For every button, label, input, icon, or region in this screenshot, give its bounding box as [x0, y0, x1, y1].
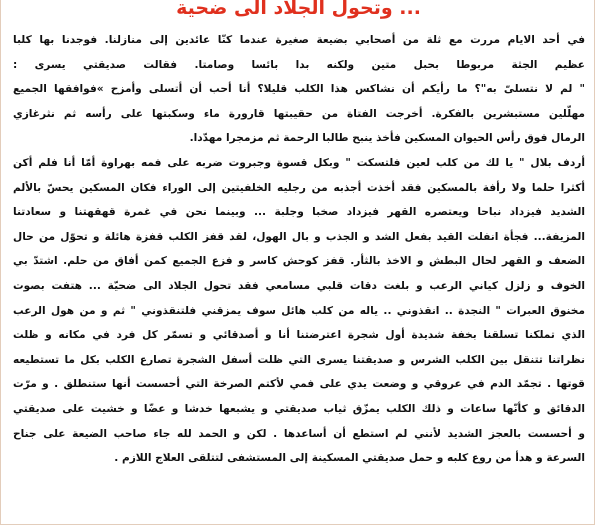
story-line: الرمال فوق رأس الحيوان المسكين فأخذ ينبح طالبا الرحمة ثم مزمجرا مهدّدا. [189, 132, 585, 145]
story-line: السرعة و هدأ من روع كلبه و حمل صديقتي المسكينة إلى المستشفى لتتلقى العلاج اللازم . [114, 452, 585, 465]
story-line: مهلّلين مستبشرين بالفكرة. أخرجت الفتاة من حقيبتها قارورة ماء وسكبتها على رأسه ثم نثرغازي [13, 107, 585, 120]
story-line: الذي تملكنا تسلقنا بخفة شديدة أول شجرة اعترضتنا أنا و أصدقائي و تسمّر كل فرد في مكانه و ظلت [13, 329, 585, 342]
story-line: في أحد الايام مررت مع ثلة من أصحابي بضيعة صغيرة عندما كنّا عائدين إلى منازلنا. فوجدنا بها كلبا [13, 34, 585, 46]
story-line: الضعف و القهر لحال البطش و الاخذ بالثأر. قفز كوحش كاسر و فزع الجميع كمن أفاق من حلم. اشتدّ بي [13, 255, 585, 268]
story-line: نظراتنا تتنقل بين الكلب الشرس و صديقتنا يسرى التي ظلت أسفل الشجرة تصارع الكلب بكل ما تستطيعه [13, 353, 585, 366]
story-line: قوتها . تجمّد الدم في عروقي و وضعت يدي على فمي لأكتم الصرخة التي أحسست أنها ستنطلق . و مرّت [13, 378, 585, 391]
story-title: ... وتحول الجلاد الى ضحية [176, 0, 421, 19]
story-line: مخنوق العبرات " النجدة .. انقذوني .. ياله من كلب هائل سوف يمزقني فلتنقذوني " ثم و من هول الرعب [13, 304, 585, 317]
story-line: الخوف و زلزل كياني الرعب و بلغت دقات قلبي مسامعي فقد تحول الجلاد الى ضحيّة ... هتفت بصوت [13, 279, 585, 292]
story-line: " لم لا نتسلىّ به"؟ ما رأيكم أن نشاكس هذا الكلب قليلا؟ أنا أحب أن أتسلى وأمزح »فوافقها الجميع [13, 83, 585, 96]
story-line: أردف بلال " يا لك من كلب لعين فلتسكت " وبكل قسوة وجبروت ضربه على فمه بهراوة أمّا أنا فلم أكن [13, 156, 585, 169]
story-line: و أحسست بالعجز الشديد لأنني لم استطع أن أساعدها . لكن و الحمد لله جاء صاحب الضيعة على جناح [13, 427, 585, 440]
story-line: المزيفة... فجأة انفلت القيد بفعل الشد و الجذب و بال الهول، لقد قفز الكلب قفزة هائلة و تحوّل من حال [13, 230, 585, 243]
story-body [13, 28, 585, 471]
story-line: الشديد فيزداد نباحا ويعتصره القهر فيزداد صخبا وجلبة ... وبينما نحن في غمرة قهقهتنا و سعادتنا [13, 206, 585, 219]
story-line: الدقائق و كأنّها ساعات و ذلك الكلب يمزّق ثياب صديقتي و يشبعها خدشا و عضّا و خشيت على صديقتي [13, 402, 585, 415]
story-line: أكثرا حلما ولا رأفة بالمسكين فقد أخذت أجذبه من رجليه الخلفيتين إلى الوراء فكان المسكين يحسّ بالألم [13, 181, 585, 194]
story-line: عظيم الجثة مربوطا بحبل متين ولكنه بدا بائسا وصامتا. فقالت صديقتي يسرى : [13, 58, 585, 71]
